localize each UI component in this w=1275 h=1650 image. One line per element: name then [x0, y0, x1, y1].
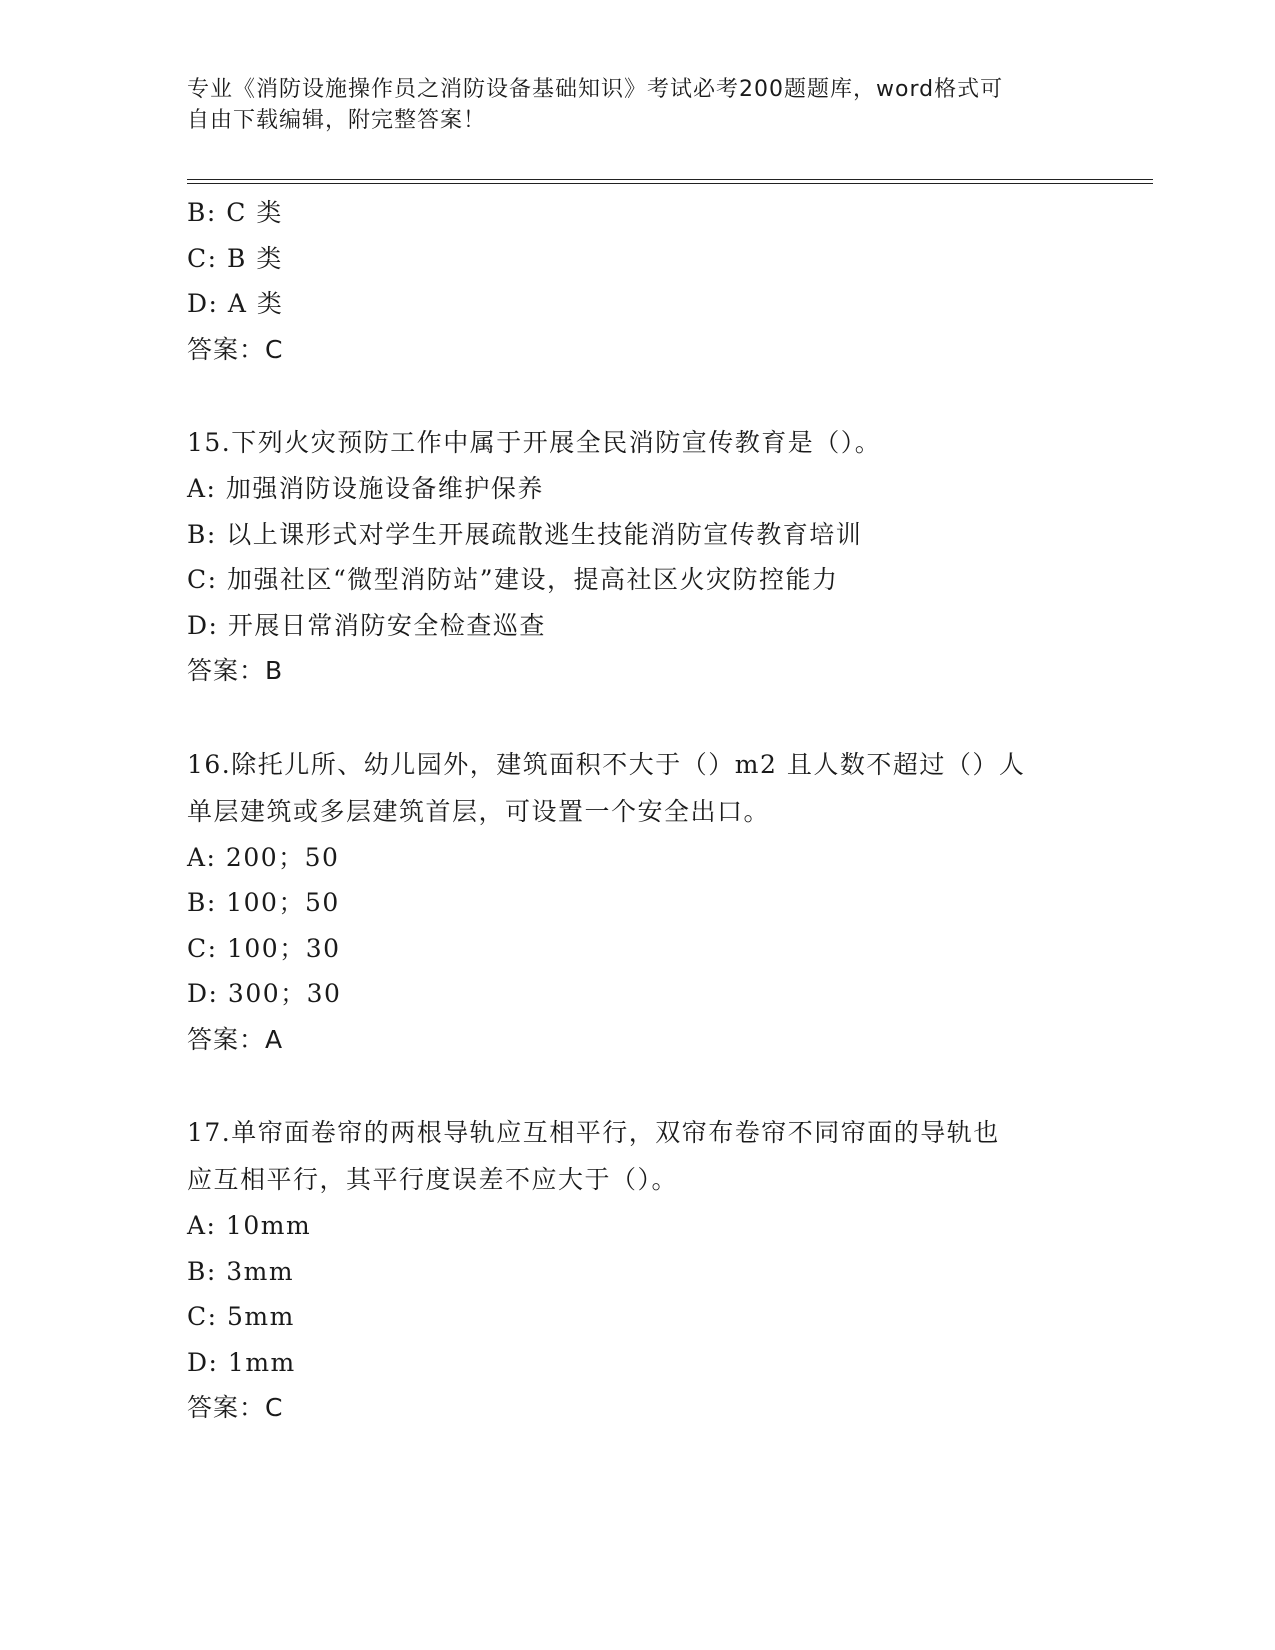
option-c: C: 加强社区“微型消防站”建设，提高社区火灾防控能力	[187, 565, 839, 594]
option-a: A: 10mm	[187, 1211, 312, 1240]
answer-line: 答案：B	[187, 656, 284, 685]
option-b: B: 100；50	[187, 888, 340, 917]
option-b: B: 以上课形式对学生开展疏散逃生技能消防宣传教育培训	[187, 519, 863, 549]
header-line-2: 自由下载编辑，附完整答案！	[187, 108, 487, 133]
question-17	[187, 1109, 1153, 1431]
answer-line: 答案：C	[187, 1393, 284, 1422]
spacer	[187, 1062, 1153, 1109]
option-d: D: 1mm	[187, 1347, 296, 1377]
document-header	[187, 74, 1067, 136]
option-d: D: 300；30	[187, 979, 342, 1008]
question-stem: 16.除托儿所、幼儿园外，建筑面积不大于（）m2 且人数不超过（）人	[187, 749, 1026, 779]
option-c: C: 100；30	[187, 933, 341, 963]
option-b: B: C 类	[187, 198, 283, 227]
option-a: A: 200；50	[187, 842, 340, 872]
option-c: C: 5mm	[187, 1302, 295, 1331]
question-15	[187, 419, 1153, 694]
question-stem: 15.下列火灾预防工作中属于开展全民消防宣传教育是（）。	[187, 428, 882, 457]
header-divider	[187, 179, 1153, 184]
spacer	[187, 694, 1153, 741]
answer-line: 答案：A	[187, 1024, 284, 1054]
answer-line: 答案：C	[187, 334, 284, 364]
question-16	[187, 741, 1153, 1063]
option-c: C: B 类	[187, 243, 283, 273]
question-stem-continued: 应互相平行，其平行度误差不应大于（）。	[187, 1165, 679, 1194]
previous-question-fragment	[187, 190, 1153, 372]
option-d: D: 开展日常消防安全检查巡查	[187, 610, 546, 640]
question-stem-continued: 单层建筑或多层建筑首层，可设置一个安全出口。	[187, 796, 771, 826]
option-d: D: A 类	[187, 289, 284, 318]
option-a: A: 加强消防设施设备维护保养	[187, 474, 544, 503]
header-line-1: 专业《消防设施操作员之消防设备基础知识》考试必考200题题库，word格式可	[187, 77, 1004, 102]
spacer	[187, 372, 1153, 419]
question-stem: 17.单帘面卷帘的两根导轨应互相平行，双帘布卷帘不同帘面的导轨也	[187, 1118, 1000, 1147]
question-content	[187, 190, 1153, 1431]
option-b: B: 3mm	[187, 1256, 295, 1286]
